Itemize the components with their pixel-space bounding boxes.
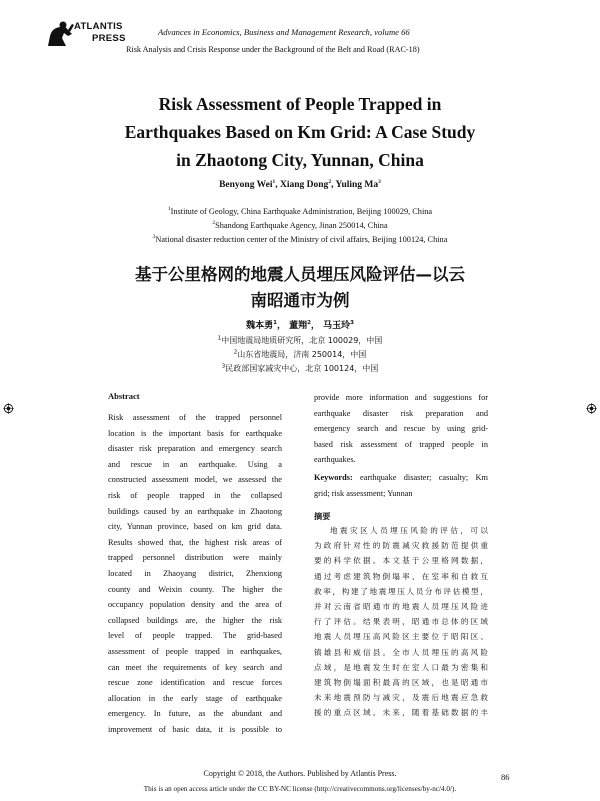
abstract-line: located in Zhaoyang district, Zhenxiong — [108, 568, 282, 578]
logo-line2: PRESS — [92, 33, 126, 44]
abstract-line: Risk assessment of the trapped personnel — [108, 413, 282, 422]
cn-abstract-line: 援的重点区域。未来，随着基础数据的丰 — [314, 708, 488, 718]
cn-paper-title — [60, 262, 540, 314]
abstract-body — [108, 410, 282, 737]
author-list: Benyong Wei$^1$, Xiang Dong$^2$, Yuling Ma$^3$ — [219, 178, 381, 190]
page-number: 86 — [501, 772, 510, 782]
author-sup: 2 — [328, 178, 332, 185]
author-sup: 3 — [378, 178, 381, 185]
abstract-line: county and Weixin county. The higher the — [108, 584, 282, 594]
author-name: Yuling Ma — [335, 180, 379, 190]
abstract-line: city, Yunnan province, based on km grid data. — [108, 522, 282, 532]
author-name: Xiang Dong — [280, 180, 329, 190]
cn-abstract-line: 建筑物倒塌面积最高的区域，也是昭通市 — [314, 677, 488, 687]
abstract-line: level of people trapped. The grid-based — [108, 631, 282, 641]
abstract-line: occupancy population density and the area of — [108, 600, 282, 610]
keywords-line — [314, 470, 488, 486]
abstract-continued — [314, 390, 488, 468]
abstract-line: assessment of people trapped in earthquakes, — [108, 646, 282, 656]
abstract-line: earthquakes. — [314, 455, 356, 465]
affiliation-text: Shandong Earthquake Agency, Jinan 250014, China — [215, 221, 388, 230]
cn-abstract-line: 地震人员埋压高风险区主要位于昭阳区、 — [314, 632, 488, 642]
conference-title: Risk Analysis and Crisis Response under the Background of the Belt and Road (RAC-18) — [126, 45, 420, 54]
abstract-line: emergency. In future, as the abundant and — [108, 709, 282, 719]
cn-title-line: 基于公里格网的地震人员埋压风险评估—以云 — [135, 265, 465, 284]
abstract-line: earthquake disaster risk preparation and — [314, 408, 488, 418]
journal-title: Advances in Economics, Business and Management Research, volume 66 — [158, 27, 410, 37]
cn-author-name: 马玉玲 — [323, 321, 351, 331]
abstract-line: Results showed that, the highest risk areas of — [108, 537, 282, 547]
cn-abstract-line: 要的科学依据。本文基于公里格网数据， — [314, 556, 488, 566]
cn-affiliation — [60, 363, 540, 374]
cn-abstract-line: 镇雄县和威信县。全市人员埋压的高风险 — [314, 647, 488, 657]
abstract-line: collapsed buildings are, the higher the risk — [108, 615, 282, 625]
abstract-line: rescue zone identification and rescue forces — [108, 678, 282, 688]
affiliation-sup: 3 — [152, 234, 156, 241]
registration-mark-icon — [586, 403, 597, 414]
copyright-notice: Copyright © 2018, the Authors. Published by Atlantis Press. — [203, 769, 397, 778]
cn-author-sup: 3 — [350, 320, 354, 326]
abstract-line: allocation in the early stage of earthquake — [108, 693, 282, 703]
cn-author-list: 魏本勇$^1$， 董翔$^2$， 马玉玲$^3$ — [246, 320, 354, 331]
logo-line1: ATLANTIS — [74, 21, 123, 32]
abstract-line: trapped personnel distribution were mainly — [108, 553, 282, 563]
paper-title — [60, 90, 540, 174]
title-line: Earthquakes Based on Km Grid: A Case Study — [124, 122, 476, 142]
cn-author-sup: 2 — [307, 320, 311, 326]
title-line: in Zhaotong City, Yunnan, China — [176, 150, 424, 170]
cn-affiliation — [60, 349, 540, 360]
affiliation-sup: 2 — [212, 220, 216, 227]
cn-affiliation — [60, 335, 540, 346]
abstract-line: based risk assessment of trapped people in — [314, 439, 488, 449]
cn-abstract-line: 地震灾区人员埋压风险的评估，可以 — [330, 526, 488, 535]
abstract-line: provide more information and suggestions for — [314, 393, 488, 402]
cn-abstract-line: 未来地震预防与减灾，及震后地震应急救 — [314, 693, 488, 703]
abstract-line: risk of people trapped in the collapsed — [108, 490, 282, 500]
cn-author-sup: 1 — [273, 320, 277, 326]
cn-affiliation-sup: 2 — [233, 349, 238, 356]
affiliation — [60, 207, 540, 216]
registration-mark-icon — [3, 403, 14, 414]
abstract-heading: Abstract — [108, 391, 140, 401]
cn-abstract-body — [314, 523, 488, 720]
cn-abstract-line: 并对云南省昭通市的地震人员埋压风险进 — [314, 601, 488, 611]
affiliation — [60, 221, 540, 230]
license-notice: This is an open access article under the CC BY-NC license (http://creativecommons.org/licenses/by-nc/4.0/). — [143, 785, 457, 793]
affiliation — [60, 235, 540, 244]
abstract-line: buildings caused by an earthquake in Zhaotong — [108, 506, 282, 516]
title-line: Risk Assessment of People Trapped in — [158, 94, 442, 114]
cn-abstract-line: 点域，是地震发生时在室人口最为密集和 — [314, 662, 488, 672]
cn-affiliation-sup: 1 — [217, 335, 222, 342]
cn-affiliation-text: 中国地震局地质研究所，北京 100029，中国 — [221, 336, 383, 345]
cn-abstract-line: 为政府针对性的防震减灾救援防范提供重 — [314, 541, 488, 551]
abstract-line: emergency search and rescue by using grid- — [314, 424, 488, 434]
abstract-line: constructed assessment model, we assessed the — [108, 475, 282, 485]
abstract-line: disaster risk preparation and emergency search — [108, 444, 282, 454]
cn-title-line: 南昭通市为例 — [250, 291, 350, 310]
cn-affiliation-sup: 3 — [221, 363, 226, 370]
cn-affiliation-text: 山东省地震局，济南 250014，中国 — [237, 350, 367, 359]
keywords-text: earthquake disaster; casualty; Km — [360, 473, 488, 482]
abstract-line: improvement of basic data, it is possible to — [108, 724, 282, 734]
cn-abstract-line: 救率，构建了地震埋压人员分布评估模型， — [314, 586, 488, 596]
affiliation-sup: 1 — [167, 206, 171, 213]
cn-abstract-line: 通过考虑建筑物倒塌率、在室率和自救互 — [314, 571, 488, 581]
author-sup: 1 — [272, 178, 276, 185]
abstract-line: location is the important basis for earthquake — [108, 428, 282, 438]
keywords-line: grid; risk assessment; Yunnan — [314, 488, 413, 498]
affiliation-text: National disaster reduction center of the Ministry of civil affairs, Beijing 100124, China — [155, 235, 448, 244]
cn-affiliation-text: 民政部国家减灾中心，北京 100124，中国 — [225, 364, 379, 373]
keywords-label: Keywords: — [314, 473, 353, 482]
cn-abstract-heading: 摘要 — [314, 511, 331, 521]
cn-abstract-line: 行了评估。结果表明，昭通市总体的区域 — [314, 617, 488, 627]
abstract-line: can meet the requirements of key search and — [108, 662, 282, 672]
cn-author-name: 魏本勇 — [246, 321, 274, 331]
keywords — [314, 470, 488, 501]
abstract-line: and rescue in an earthquake. Using a — [108, 459, 282, 469]
cn-author-name: 董翔 — [289, 321, 308, 331]
author-name: Benyong Wei — [219, 180, 273, 190]
affiliation-text: Institute of Geology, China Earthquake Administration, Beijing 100029, China — [170, 207, 433, 216]
